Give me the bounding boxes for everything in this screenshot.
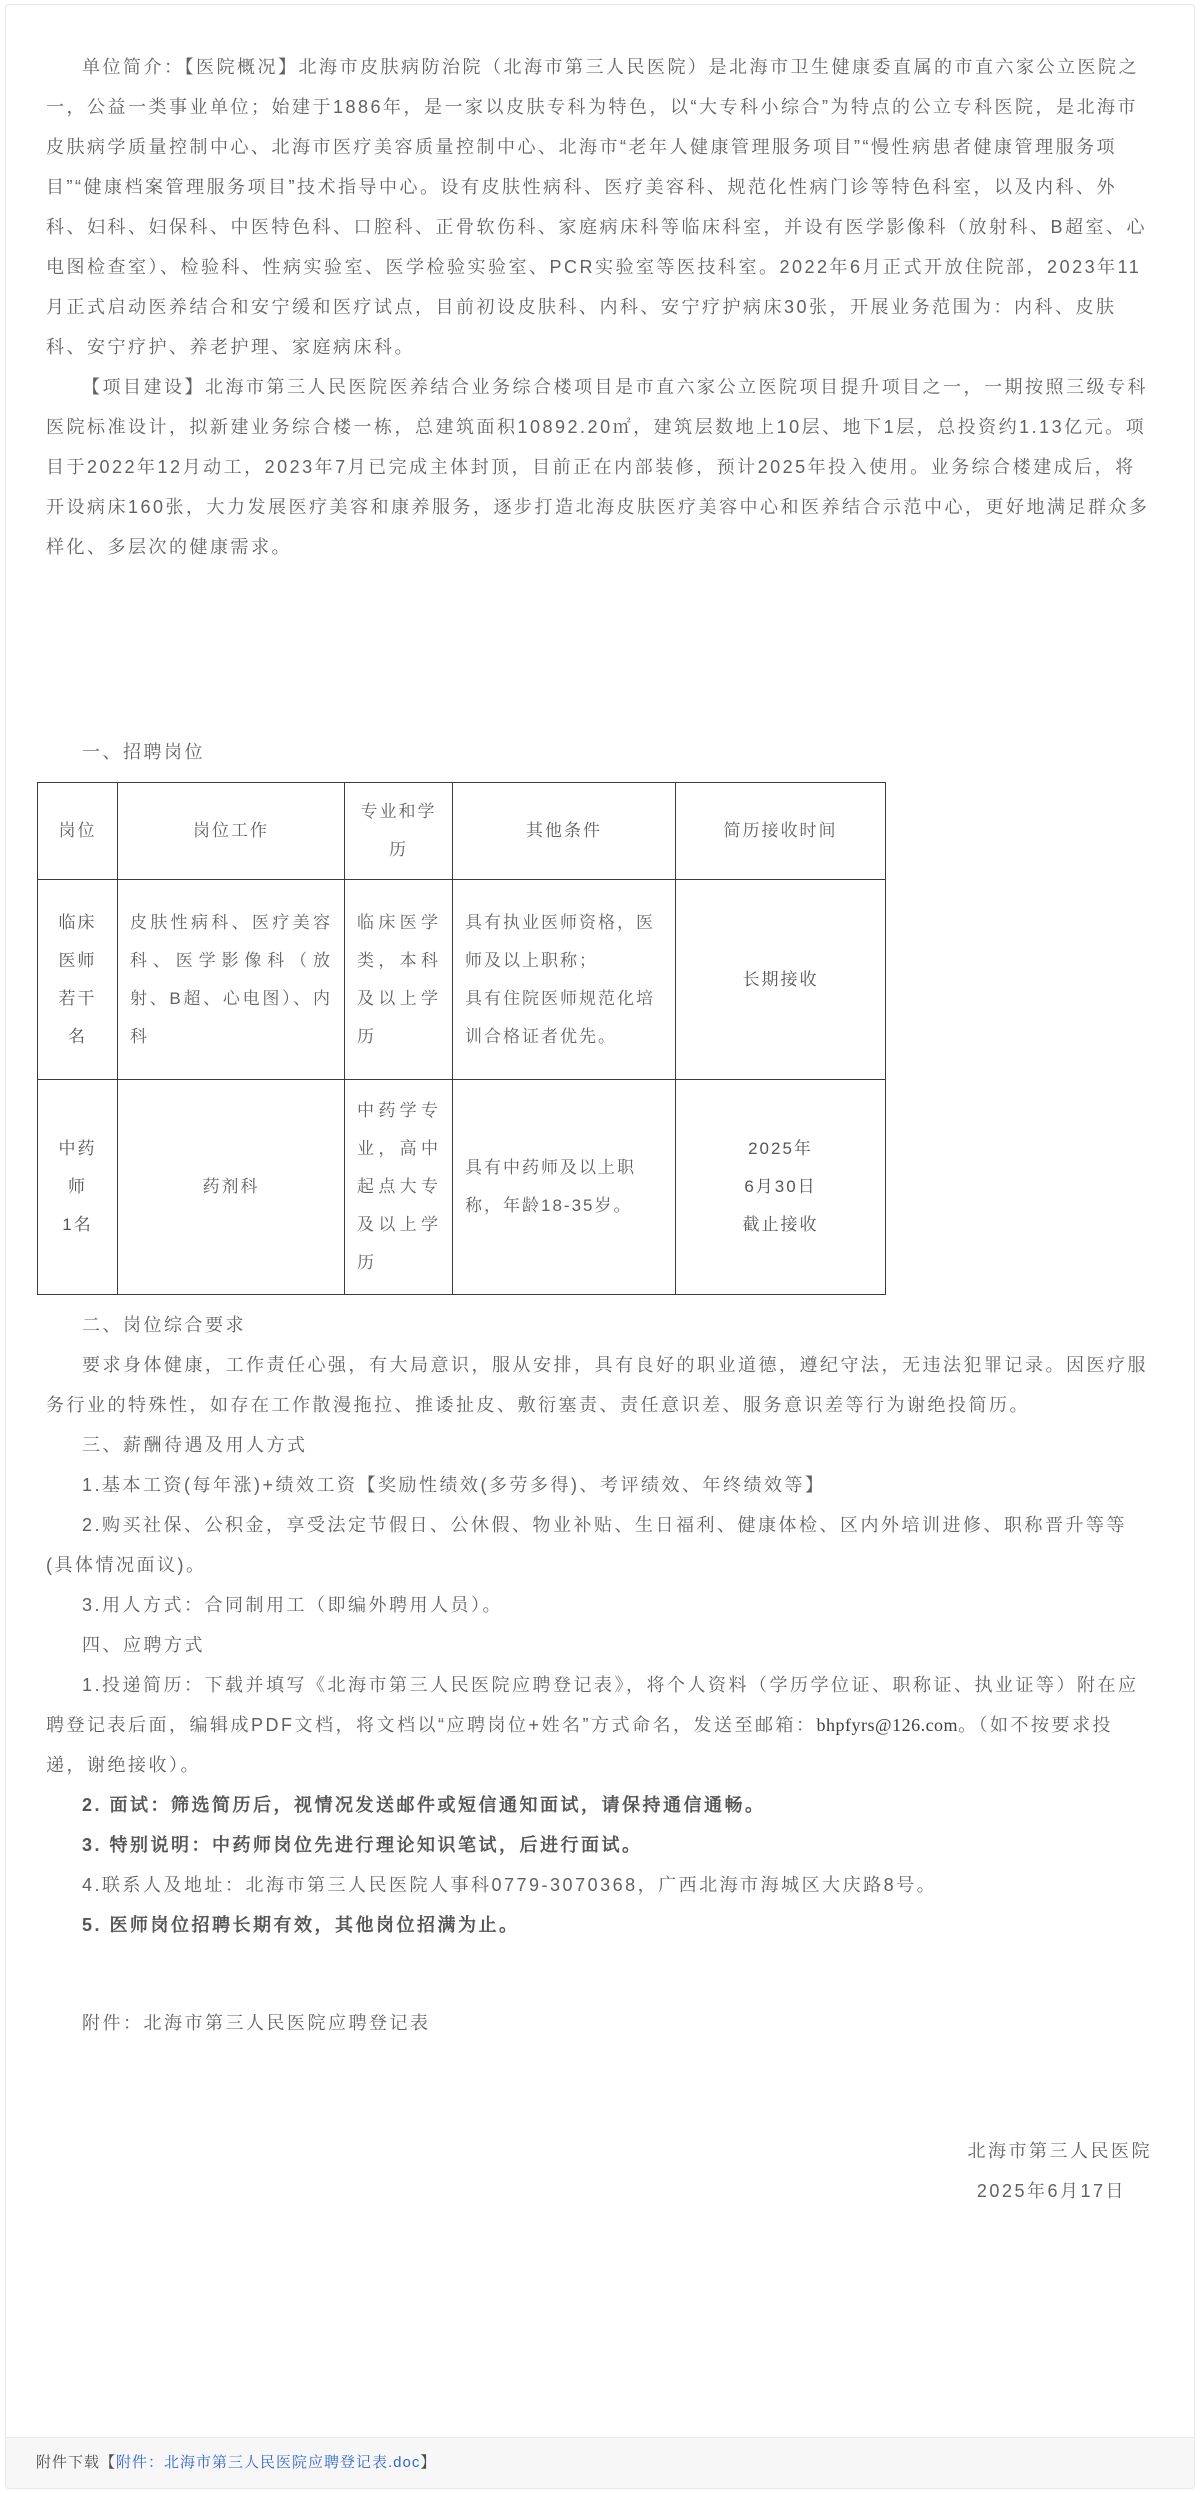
attachment-download-bar: [6, 2437, 1194, 2488]
document-content: [6, 5, 1194, 2211]
post-conditions-cell: [453, 1080, 676, 1295]
apply-item-1-text: 1.投递简历：下载并填写《北海市第三人民医院应聘登记表》，将个人资料（学历学位证、职称证、执业证等）附在应聘登记表后面，编辑成PDF文档，将文档以“应聘岗位+姓名”方式命名，发送至邮箱：: [46, 1675, 1139, 1735]
section1-heading: 一、招聘岗位: [82, 742, 205, 762]
time-line: 截止接收: [742, 1215, 819, 1234]
post-line: 临床: [58, 912, 97, 932]
resume-time-cell: [676, 1080, 886, 1295]
apply-item-1-tail: 。（如不按要求投递，谢绝接收）。: [46, 1715, 1114, 1775]
salary-item-1: 1.基本工资(每年涨)+绩效工资【奖励性绩效(多劳多得)、考评绩效、年终绩效等】: [82, 1475, 826, 1495]
time-line: 2025年: [748, 1139, 813, 1158]
intro-paragraph-overview: 单位简介：【医院概况】北海市皮肤病防治院（北海市第三人民医院）是北海市卫生健康委直属的市直六家公立医院之一，公益一类事业单位；始建于1886年，是一家以皮肤专科为特色，以“大专科小综合”为特点的公立专科医院，是北海市皮肤病学质量控制中心、北海市医疗美容质量控制中心、北海市“老年人健康管理服务项目”“慢性病患者健康管理服务项目”“健康档案管理服务项目”技术指导中心。设有皮肤性病科、医疗美容科、规范化性病门诊等特色科室，以及内科、外科、妇科、妇保科、中医特色科、口腔科、正骨软伤科、家庭病床科等临床科室，并设有医学影像科（放射科、B超室、心电图检查室）、检验科、性病实验室、医学检验实验室、PCR实验室等医技科室。2022年6月正式开放住院部，2023年11月正式启动医养结合和安宁缓和医疗试点，目前初设皮肤科、内科、安宁疗护病床30张，开展业务范围为：内科、皮肤科、安宁疗护、养老护理、家庭病床科。: [46, 57, 1148, 357]
post-name-cell: [38, 1080, 118, 1295]
attachment-download-label: 附件下载【: [36, 2454, 117, 2471]
attachment-note: 附件：北海市第三人民医院应聘登记表: [82, 2013, 431, 2033]
table-header-row: [38, 783, 886, 880]
time-line: 长期接收: [742, 969, 819, 989]
post-line: 1名: [62, 1215, 93, 1234]
signature-date: 2025年6月17日: [976, 2181, 1126, 2201]
attachment-download-link[interactable]: 附件：北海市第三人民医院应聘登记表.doc: [116, 2454, 421, 2471]
post-line: 医师: [58, 950, 97, 970]
table-header-work: 岗位工作: [118, 783, 345, 880]
intro-paragraph-project: 【项目建设】北海市第三人民医院医养结合业务综合楼项目是市直六家公立医院项目提升项目之一，一期按照三级专科医院标准设计，拟新建业务综合楼一栋，总建筑面积10892.20㎡，建筑层数地上10层、地下1层，总投资约1.13亿元。项目于2022年12月动工，2023年7月已完成主体封顶，目前正在内部装修，预计2025年投入使用。业务综合楼建成后，将开设病床160张，大力发展医疗美容和康养服务，逐步打造北海皮肤医疗美容中心和医养结合示范中心，更好地满足群众多样化、多层次的健康需求。: [46, 377, 1150, 557]
table-header-conditions: 其他条件: [453, 783, 676, 880]
post-line: 中药师: [58, 1139, 97, 1196]
section4-heading: 四、应聘方式: [82, 1635, 205, 1655]
table-header-post: 岗位: [38, 783, 118, 880]
table-row-clinical-doctor: [38, 880, 886, 1080]
document-card: [5, 4, 1195, 2489]
contact-email: bhpfyrs@126.com: [816, 1715, 959, 1735]
salary-item-3: 3.用人方式：合同制用工（即编外聘用人员）。: [82, 1595, 504, 1615]
post-name-cell: [38, 880, 118, 1080]
apply-item-5: 5. 医师岗位招聘长期有效，其他岗位招满为止。: [82, 1915, 520, 1935]
signature-organization: 北海市第三人民医院: [967, 2141, 1152, 2161]
post-work-cell: 药剂科: [118, 1080, 345, 1295]
condition-line: 具有中药师及以上职称，年龄18-35岁。: [465, 1158, 636, 1215]
recruitment-table: [37, 782, 886, 1295]
post-work-cell: 皮肤性病科、医疗美容科、医学影像科（放射、B超、心电图）、内科: [118, 880, 345, 1080]
section2-heading: 二、岗位综合要求: [82, 1315, 246, 1335]
section2-body: 要求身体健康，工作责任心强，有大局意识，服从安排，具有良好的职业道德，遵纪守法，无违法犯罪记录。因医疗服务行业的特殊性，如存在工作散漫拖拉、推诿扯皮、敷衍塞责、责任意识差、服务意识差等行为谢绝投简历。: [46, 1355, 1148, 1415]
post-education-cell: 临床医学类，本科及以上学历: [345, 880, 453, 1080]
post-education-cell: 中药学专业，高中起点大专及以上学历: [345, 1080, 453, 1295]
table-header-education: 专业和学历: [345, 783, 453, 880]
attachment-download-suffix: 】: [420, 2454, 437, 2471]
salary-item-2: 2.购买社保、公积金，享受法定节假日、公休假、物业补贴、生日福利、健康体检、区内外培训进修、职称晋升等等(具体情况面议)。: [46, 1515, 1128, 1575]
post-line: 若干名: [58, 988, 97, 1046]
apply-item-2: 2. 面试：筛选简历后，视情况发送邮件或短信通知面试，请保持通信通畅。: [82, 1795, 766, 1815]
time-line: 6月30日: [744, 1177, 817, 1196]
apply-item-4: 4.联系人及地址：北海市第三人民医院人事科0779-3070368，广西北海市海城区大庆路8号。: [82, 1875, 938, 1895]
resume-time-cell: [676, 880, 886, 1080]
apply-item-1: [46, 1665, 1154, 1785]
table-header-resume-time: 简历接收时间: [676, 783, 886, 880]
post-conditions-cell: [453, 880, 676, 1080]
apply-item-3: 3. 特别说明：中药师岗位先进行理论知识笔试，后进行面试。: [82, 1835, 643, 1855]
condition-line: 具有执业医师资格，医师及以上职称；: [465, 912, 655, 970]
table-row-pharmacist: [38, 1080, 886, 1295]
condition-line: 具有住院医师规范化培训合格证者优先。: [465, 988, 655, 1046]
section3-heading: 三、薪酬待遇及用人方式: [82, 1435, 308, 1455]
